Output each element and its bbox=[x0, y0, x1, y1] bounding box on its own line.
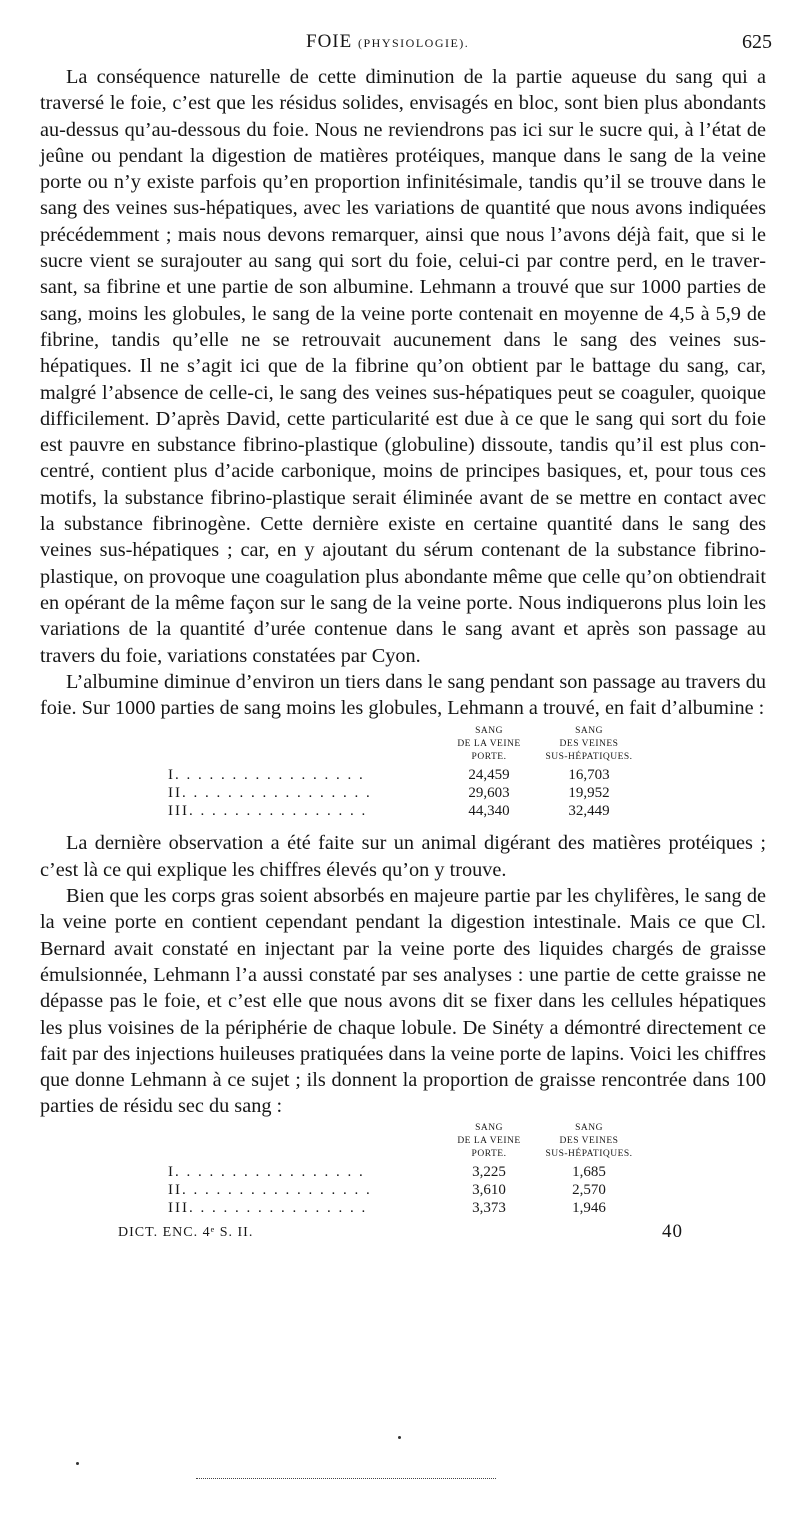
table-header-spacer bbox=[168, 1122, 444, 1163]
dotted-rule bbox=[196, 1478, 496, 1479]
value-veine-porte: 44,340 bbox=[468, 803, 510, 820]
value-sus-hepatiques: 16,703 bbox=[568, 767, 610, 784]
value-veine-porte: 29,603 bbox=[468, 785, 510, 802]
table-header-row bbox=[168, 1122, 644, 1163]
running-head-subtitle: (PHYSIOLOGIE). bbox=[357, 36, 470, 50]
print-speck bbox=[76, 1462, 79, 1465]
graisse-table bbox=[168, 1122, 644, 1217]
sheet-number: 40 bbox=[662, 1220, 683, 1242]
row-label: III. . . . . . . . . . . . . . . . bbox=[168, 1199, 368, 1216]
running-head bbox=[306, 31, 469, 53]
column-header-veine-porte: SANG DE LA VEINE PORTE. bbox=[457, 1122, 521, 1159]
column-header-veines-sus-hepatiques: SANG DES VEINES SUS-HÉPATIQUES. bbox=[545, 726, 633, 763]
table-row bbox=[168, 766, 644, 784]
table-header-spacer bbox=[168, 725, 444, 766]
row-label: II. . . . . . . . . . . . . . . . . bbox=[168, 1181, 372, 1198]
table-row bbox=[168, 1181, 644, 1199]
paragraph-albumine: L’albumine diminue d’environ un tiers dans le sang pendant son passage au travers du foie. Sur 1000 parties de sang moins les globules, Lehmann a trouvé, en fait d’albumine : bbox=[40, 670, 766, 720]
value-veine-porte: 3,610 bbox=[472, 1181, 506, 1198]
row-label: II. . . . . . . . . . . . . . . . . bbox=[168, 785, 372, 802]
value-veine-porte: 24,459 bbox=[468, 767, 510, 784]
value-sus-hepatiques: 2,570 bbox=[572, 1181, 606, 1198]
row-label: I. . . . . . . . . . . . . . . . . bbox=[168, 1163, 365, 1180]
page bbox=[40, 26, 772, 1247]
row-label: III. . . . . . . . . . . . . . . . bbox=[168, 803, 368, 820]
value-sus-hepatiques: 19,952 bbox=[568, 785, 610, 802]
table-row bbox=[168, 802, 644, 820]
table-row bbox=[168, 784, 644, 802]
albumine-table bbox=[168, 725, 644, 820]
value-veine-porte: 3,225 bbox=[472, 1163, 506, 1180]
printer-signature: DICT. ENC. 4ᵉ S. II. bbox=[118, 1224, 254, 1240]
page-header bbox=[40, 26, 772, 60]
paragraph-fibrine: La conséquence naturelle de cette diminution de la partie aqueuse du sang qui a traversé le foie, c’est que les résidus solides, envisagés en bloc, sont bien plus abondants au-dessus qu’au-dessous du foie. Nous ne reviendrons pas ici sur le sucre qui, à l’état de jeûne ou pendant la digestion de matières protéiques, manque dans le sang de la veine porte ou n’y existe parfois qu’en proportion infinitésimale, tandis qu’il se trouve dans le sang des veines sus-hépatiques, avec les variations de quantité que nous avons indiquées précédemment ; mais nous devons remarquer, ainsi que nous l’avons déjà fait, que si le sucre vient se surajouter au sang qui sort du foie, celui-ci par contre perd, en le traversant, sa fibrine et une partie de son albumine. Lehmann a trouvé que sur 1000 parties de sang, moins les globules, le sang de la veine porte contenait en moyenne de 4,5 à 5,9 de fibrine, tandis qu’elle ne se retrouvait aucunement dans le sang des veines sus-hépatiques. Il ne s’agit ici que de la fibrine qu’on obtient par le battage du sang, car, malgré l’absence de celle-ci, le sang des veines sus-hépatiques peut se coaguler, quoique difficilement. D’après David, cette particularité est due à ce que le sang qui sort du foie est pauvre en substance fibrino-plastique (globuline) dissoute, tandis qu’il est plus concentré, contient plus d’acide carbonique, moins de principes basiques, et, pour tous ces motifs, la substance fibrino-plastique serait éliminée avant de se mettre en contact avec la substance fibrinogène. Cette dernière existe en certaine quantité dans le sang des veines sus-hépatiques ; car, en y ajoutant du sérum contenant de la substance fibrino-plastique, on provoque une coagulation plus abondante même que celle qu’on obtiendrait en opérant de la même façon sur le sang de la veine porte. Nous indiquerons plus loin les variations de la quantité d’urée contenue dans le sang avant et après son passage au travers du foie, variations constatées par Cyon. bbox=[40, 66, 766, 667]
running-head-title: FOIE bbox=[306, 31, 353, 52]
table-row bbox=[168, 1163, 644, 1181]
page-number: 625 bbox=[742, 31, 772, 53]
row-label: I. . . . . . . . . . . . . . . . . bbox=[168, 767, 365, 784]
value-sus-hepatiques: 1,685 bbox=[572, 1163, 606, 1180]
page-footer bbox=[40, 1221, 766, 1247]
column-header-veines-sus-hepatiques: SANG DES VEINES SUS-HÉPATIQUES. bbox=[545, 1122, 633, 1159]
table-row bbox=[168, 1199, 644, 1217]
print-speck bbox=[398, 1436, 401, 1439]
table-header-row bbox=[168, 725, 644, 766]
value-sus-hepatiques: 32,449 bbox=[568, 803, 610, 820]
value-veine-porte: 3,373 bbox=[472, 1199, 506, 1216]
value-sus-hepatiques: 1,946 bbox=[572, 1199, 606, 1216]
paragraph-graisse: Bien que les corps gras soient absorbés en majeure partie par les chylifères, le sang de la veine porte en contient cependant pendant la digestion intestinale. Mais ce que Cl. Bernard avait constaté en injectant par la veine porte des liquides chargés de graisse émulsionnée, Lehmann l’a aussi constaté par ses analyses : une partie de cette graisse ne dépasse pas le foie, et c’est elle que nous avons dit se fixer dans les cellules hépatiques les plus voisines de la périphérie de chaque lobule. De Sinéty a démontré directement ce fait par des injections huileuses pratiquées dans la veine porte de lapins. Voici les chiffres que donne Lehmann à ce sujet ; ils donnent la proportion de graisse rencontrée dans 100 parties de résidu sec du sang : bbox=[40, 885, 766, 1118]
paragraph-observation: La dernière observation a été faite sur un animal digérant des matières protéiques ; c’est là ce qui explique les chiffres élevés qu’on y trouve. bbox=[40, 832, 766, 881]
column-header-veine-porte: SANG DE LA VEINE PORTE. bbox=[457, 726, 521, 763]
